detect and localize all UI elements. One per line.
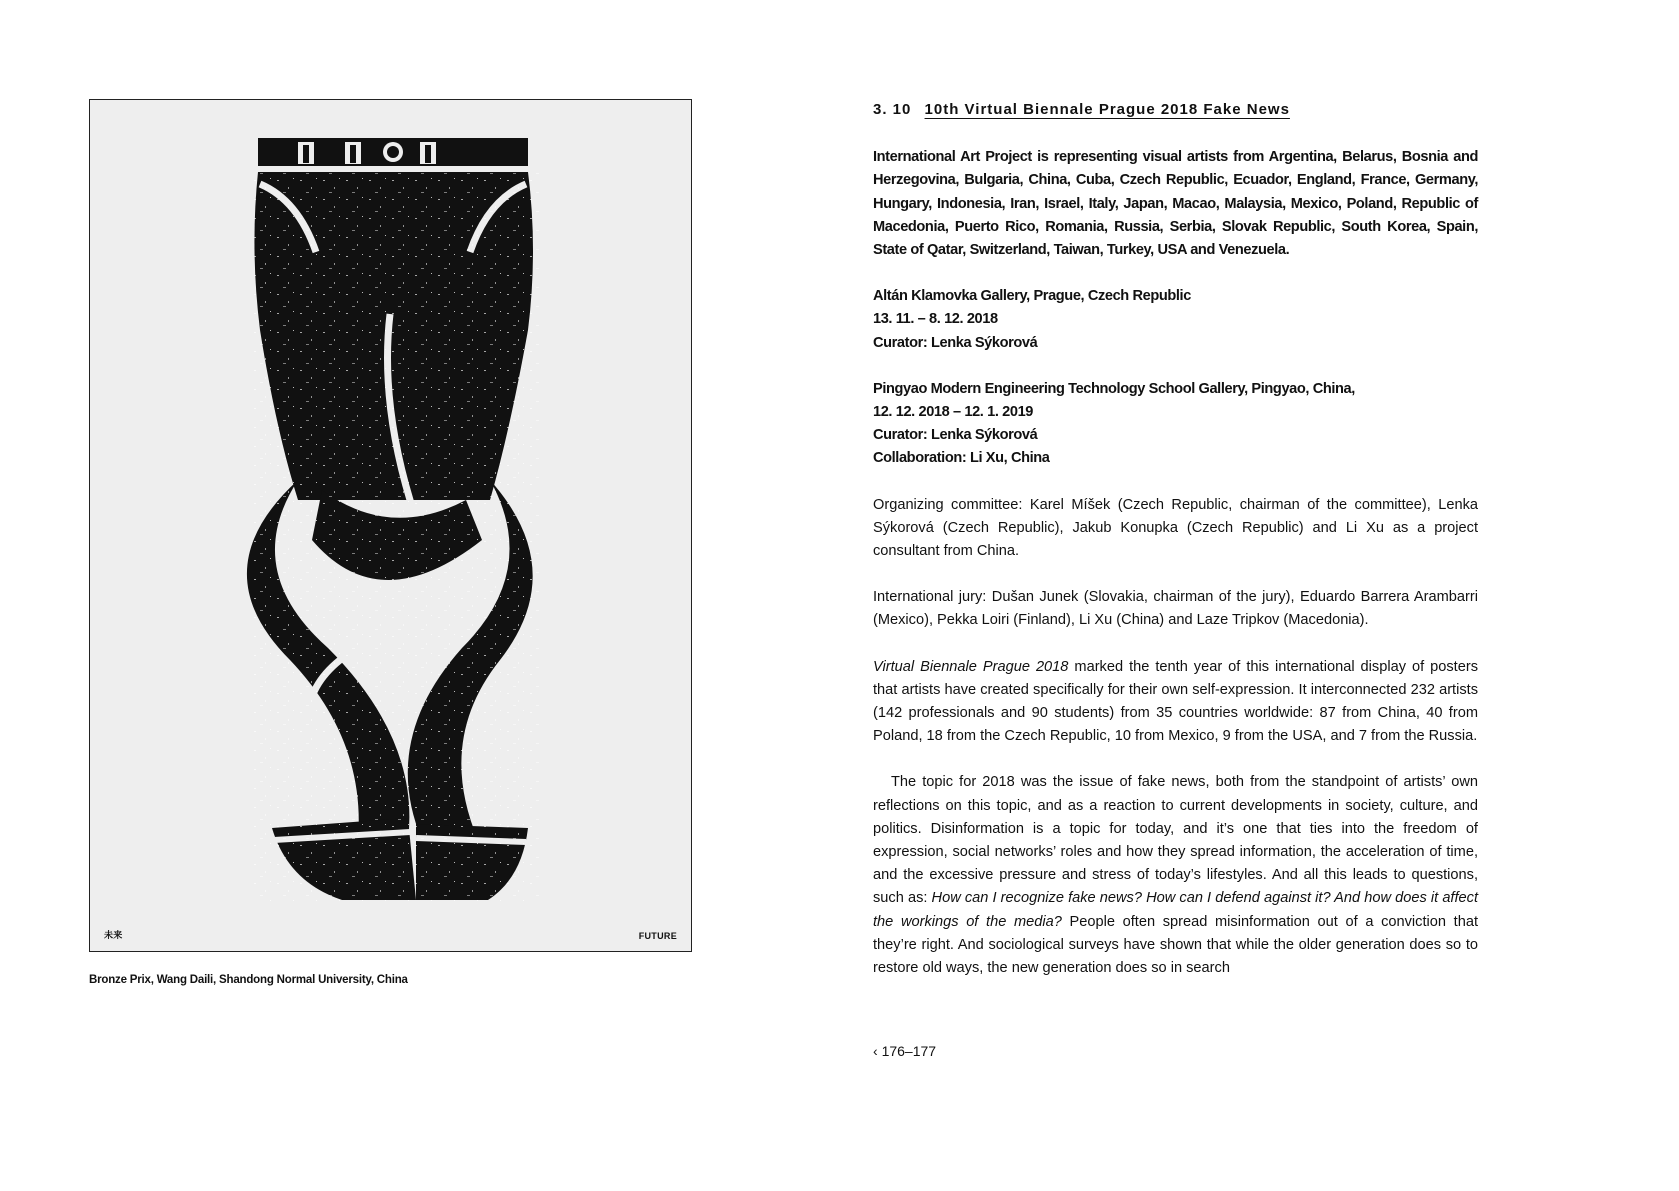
page-number-text: 176–177 [881,1043,937,1059]
biennale-text: marked the tenth year of this international display of posters that artists have created specifically for their own self-expression. It interconnected 232 artists (142 professionals and 90 students) from 35 countries worldwide: 87 from China, 40 from Poland, 18 from the Czech Republic, 10 from Mexico, 9 from the USA, and 7 from the Russia. [873,658,1478,745]
intro-paragraph: International Art Project is representing visual artists from Argentina, Belarus, Bosnia and Herzegovina, Bulgaria, China, Cuba, Czech Republic, Ecuador, England, France, Germany, Hungary, Indonesia, Iran, Israel, Italy, Japan, Macao, Malaysia, Mexico, Poland, Republic of Macedonia, Puerto Rico, Romania, Russia, Serbia, Slovak Republic, South Korea, Spain, State of Qatar, Switzerland, Taiwan, Turkey, USA and Venezuela. [873,149,1478,259]
poster-future-label: FUTURE [638,931,677,941]
venue-prague-dates: 13. 11. – 8. 12. 2018 [873,311,998,328]
chevron-left-icon: ‹ [873,1043,878,1059]
jury-paragraph: International jury: Dušan Junek (Slovakia, chairman of the jury), Eduardo Barrera Arambarri (Mexico), Pekka Loiri (Finland), Li Xu (China) and Laze Tripkov (Macedonia). [873,589,1478,629]
venue-prague [873,285,1478,355]
section-heading [873,98,1478,121]
article-column [873,98,1478,1003]
venue-pingyao-curator: Curator: Lenka Sýkorová [873,427,1038,444]
biennale-title: Virtual Biennale Prague 2018 [873,658,1069,675]
image-caption: Bronze Prix, Wang Daili, Shandong Normal University, China [89,974,408,986]
venue-prague-name: Altán Klamovka Gallery, Prague, Czech Republic [873,288,1191,305]
committee-paragraph: Organizing committee: Karel Míšek (Czech Republic, chairman of the committee), Lenka Sýkorová (Czech Republic), Jakub Konupka (Czech Republic) and Li Xu as a project consultant from China. [873,496,1478,560]
twisted-jeans-illustration [90,100,692,952]
venue-prague-curator: Curator: Lenka Sýkorová [873,334,1038,351]
topic-questions: How can I recognize fake news? How can I defend against it? And how does it affect the workings of the media? [873,890,1479,930]
biennale-paragraph [873,656,1478,749]
venue-pingyao [873,378,1478,471]
page-number [873,1043,936,1059]
poster-image [89,99,692,952]
venue-pingyao-name: Pingyao Modern Engineering Technology School Gallery, Pingyao, China, [873,380,1355,397]
venue-pingyao-collaboration: Collaboration: Li Xu, China [873,450,1050,467]
topic-text-1: The topic for 2018 was the issue of fake news, both from the standpoint of artists’ own reflections on this topic, and as a reaction to current developments in society, culture, and politics. Disinformation is a topic for today, and it’s one that ties into the freedom of expression, social networks’ roles and how they spread information, the acceleration of time, and the excessive pressure and stress of today’s lifestyles. And all this leads to questions, such as: [873,774,1478,907]
topic-text-2: People often spread misinformation out of a conviction that they’re right. And sociological surveys have shown that while the older generation does so to restore old ways, the new generation does so in search [873,913,1478,977]
section-title: 10th Virtual Biennale Prague 2018 Fake News [924,101,1290,118]
topic-paragraph [873,771,1478,980]
poster-cjk-label: 未来 [104,930,123,940]
venue-pingyao-dates: 12. 12. 2018 – 12. 1. 2019 [873,404,1034,421]
section-number: 3. 10 [873,101,912,118]
